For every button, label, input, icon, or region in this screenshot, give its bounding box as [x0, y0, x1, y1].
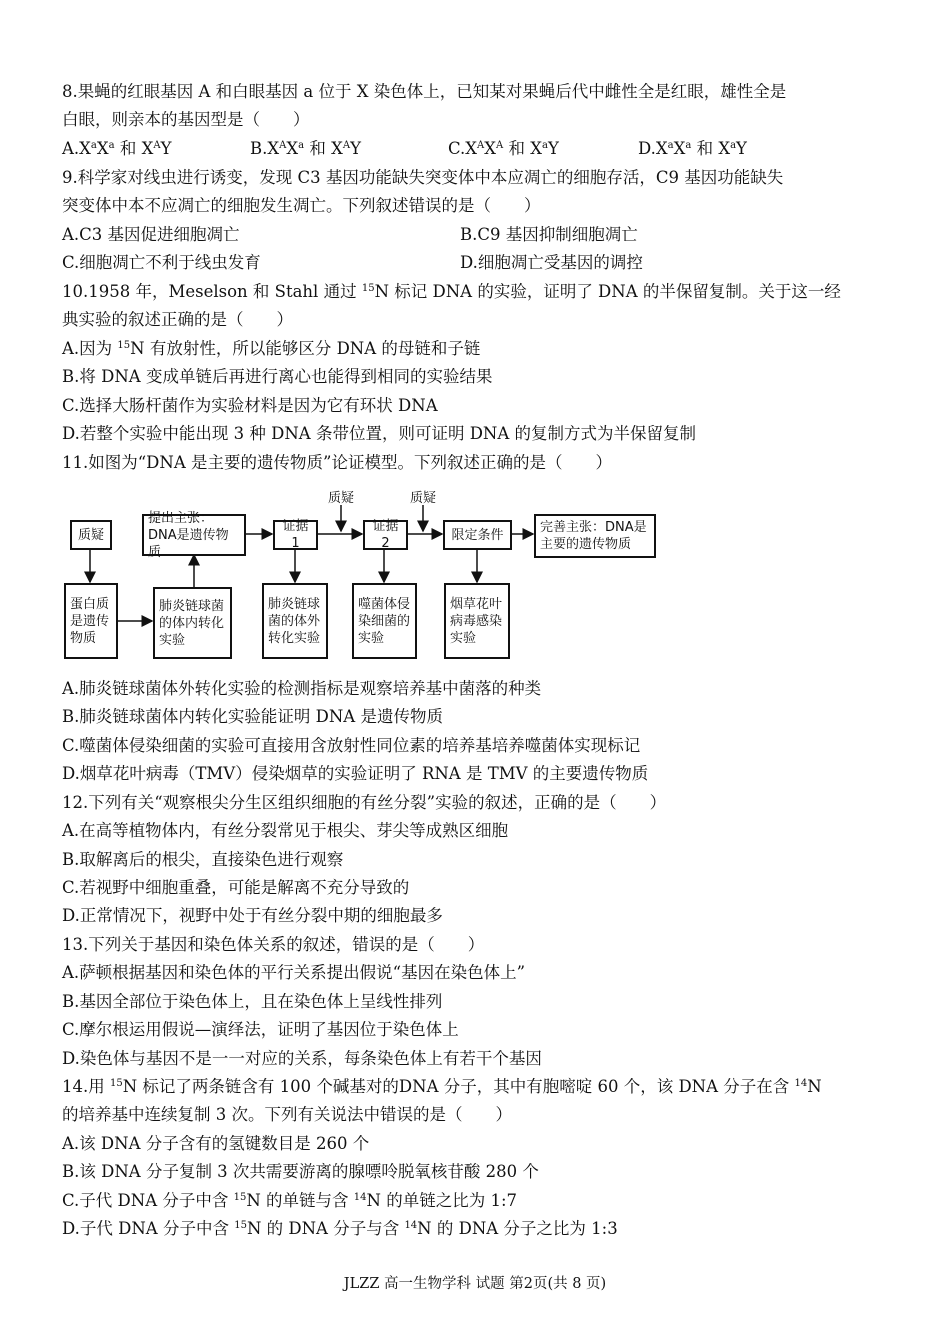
q14-stem-line2: 的培养基中连续复制 3 次。下列有关说法中错误的是（ ）: [62, 1105, 512, 1124]
q8-option-d: $D.X^aX^a$ 和 $X^aY$: [638, 139, 747, 158]
q11-option-d: D.烟草花叶病毒（TMV）侵染烟草的实验证明了 RNA 是 TMV 的主要遗传物质: [62, 764, 649, 783]
q10-stem-line1: 10.1958 年，Meselson 和 Stahl 通过 $^{15}$N 标记 DNA 的实验，证明了 DNA 的半保留复制。关于这一经: [62, 282, 841, 301]
q13-option-a: A.萨顿根据基因和染色体的平行关系提出假说“基因在染色体上”: [62, 963, 526, 982]
q14-stem-line1: 14.用 $^{15}$N 标记了两条链含有 100 个碱基对的DNA 分子，其中有胞嘧啶 60 个，该 DNA 分子在含 $^{14}$N: [62, 1077, 822, 1096]
q8-stem-line1: 8.果蝇的红眼基因 A 和白眼基因 a 位于 X 染色体上，已知某对果蝇后代中雌性全是红眼，雄性全是: [62, 82, 787, 101]
limit-condition-box: 限定条件: [443, 520, 512, 550]
q10-option-d: D.若整个实验中能出现 3 种 DNA 条带位置，则可证明 DNA 的复制方式为半保留复制: [62, 424, 697, 443]
q13-option-c: C.摩尔根运用假说—演绎法，证明了基因位于染色体上: [62, 1020, 459, 1039]
q10-stem-line2: 典实验的叙述正确的是（ ）: [62, 310, 293, 329]
q11-option-b: B.肺炎链球菌体内转化实验能证明 DNA 是遗传物质: [62, 707, 443, 726]
q9-option-d: D.细胞凋亡受基因的调控: [460, 253, 643, 272]
q14-option-d: D.子代 DNA 分子中含 $^{15}$N 的 DNA 分子与含 $^{14}$N 的 DNA 分子之比为 1:3: [62, 1219, 618, 1238]
q11-option-a: A.肺炎链球菌体外转化实验的检测指标是观察培养基中菌落的种类: [62, 679, 542, 698]
q13-stem: 13.下列关于基因和染色体关系的叙述，错误的是（ ）: [62, 935, 485, 954]
q9-stem-line1: 9.科学家对线虫进行诱变，发现 C3 基因功能缺失突变体中本应凋亡的细胞存活，C9 基因功能缺失: [62, 168, 784, 187]
q12-stem: 12.下列有关“观察根尖分生区组织细胞的有丝分裂”实验的叙述，正确的是（ ）: [62, 793, 667, 812]
q8-option-b: $B.X^AX^a$ 和 $X^AY$: [250, 139, 361, 158]
page-footer: JLZZ 高一生物学科 试题 第2页(共 8 页): [343, 1276, 607, 1292]
phage-experiment-box: 噬菌体侵染细菌的实验: [352, 583, 417, 659]
q14-option-c: C.子代 DNA 分子中含 $^{15}$N 的单链与含 $^{14}$N 的单链之比为 1:7: [62, 1191, 517, 1210]
doubt-label-2: 质疑: [328, 491, 355, 506]
q9-stem-line2: 突变体中本不应凋亡的细胞发生凋亡。下列叙述错误的是（ ）: [62, 196, 541, 215]
q10-option-a: A.因为 $^{15}$N 有放射性，所以能够区分 DNA 的母链和子链: [62, 339, 481, 358]
in-vivo-experiment-box: 肺炎链球菌的体内转化实验: [153, 587, 232, 659]
q13-option-b: B.基因全部位于染色体上，且在染色体上呈线性排列: [62, 992, 443, 1011]
q12-option-a: A.在高等植物体内，有丝分裂常见于根尖、芽尖等成熟区细胞: [62, 821, 509, 840]
evidence-2-box: 证据2: [363, 520, 408, 550]
q9-option-c: C.细胞凋亡不利于线虫发育: [62, 253, 261, 272]
q10-option-c: C.选择大肠杆菌作为实验材料是因为它有环状 DNA: [62, 396, 438, 415]
q8-option-a: $A.X^aX^a$ 和 $X^AY$: [62, 139, 172, 158]
claim-box: 提出主张：DNA是遗传物质: [142, 514, 246, 556]
in-vitro-experiment-box: 肺炎链球菌的体外转化实验: [262, 583, 328, 659]
q13-option-d: D.染色体与基因不是一一对应的关系，每条染色体上有若干个基因: [62, 1049, 542, 1068]
q14-option-b: B.该 DNA 分子复制 3 次共需要游离的腺嘌呤脱氧核苷酸 280 个: [62, 1162, 539, 1181]
q12-option-b: B.取解离后的根尖，直接染色进行观察: [62, 850, 344, 869]
q14-option-a: A.该 DNA 分子含有的氢键数目是 260 个: [62, 1134, 370, 1153]
q11-option-c: C.噬菌体侵染细菌的实验可直接用含放射性同位素的培养基培养噬菌体实现标记: [62, 736, 641, 755]
evidence-1-box: 证据1: [273, 520, 318, 550]
doubt-label-3: 质疑: [410, 491, 437, 506]
q8-option-c: $C.X^AX^A$ 和 $X^aY$: [448, 139, 559, 158]
q10-option-b: B.将 DNA 变成单链后再进行离心也能得到相同的实验结果: [62, 367, 493, 386]
q12-option-c: C.若视野中细胞重叠，可能是解离不充分导致的: [62, 878, 410, 897]
q12-option-d: D.正常情况下，视野中处于有丝分裂中期的细胞最多: [62, 906, 443, 925]
protein-box: 蛋白质是遗传物质: [64, 583, 118, 659]
q11-stem: 11.如图为“DNA 是主要的遗传物质”论证模型。下列叙述正确的是（ ）: [62, 453, 612, 472]
q8-stem-line2: 白眼，则亲本的基因型是（ ）: [62, 110, 310, 129]
final-claim-box: 完善主张：DNA是主要的遗传物质: [534, 514, 656, 558]
argument-model-diagram: [60, 483, 700, 663]
q9-option-a: A.C3 基因促进细胞凋亡: [62, 225, 240, 244]
doubt-box-1: 质疑: [70, 520, 112, 550]
q9-option-b: B.C9 基因抑制细胞凋亡: [460, 225, 638, 244]
tmv-experiment-box: 烟草花叶病毒感染实验: [444, 583, 510, 659]
